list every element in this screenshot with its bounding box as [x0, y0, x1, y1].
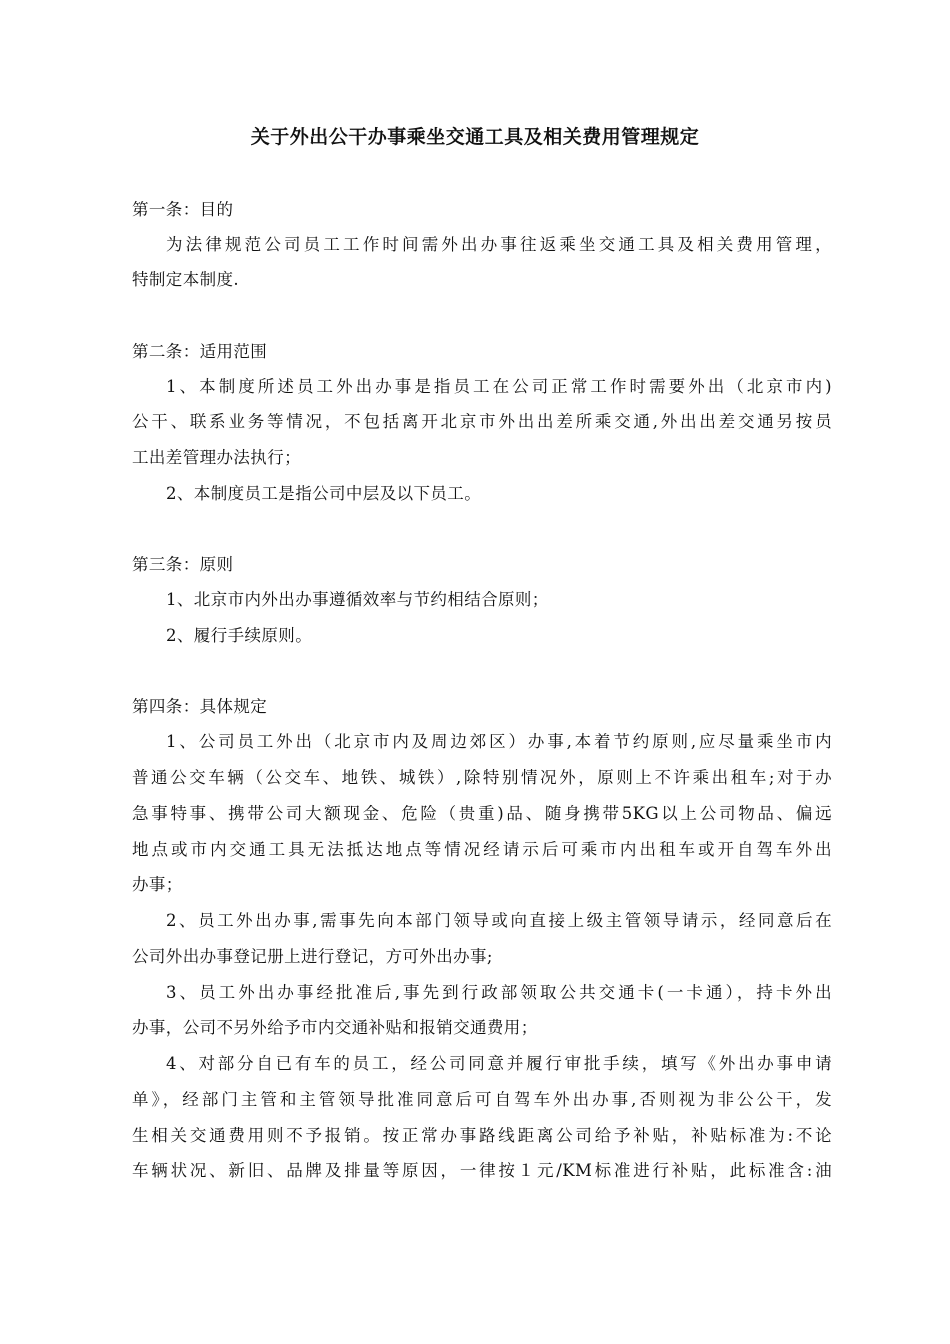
paragraph-line: 办事，公司不另外给予市内交通补贴和报销交通费用； [132, 1018, 538, 1037]
section-1-heading: 第一条：目的 [132, 200, 234, 219]
paragraph-line: 急事特事、携带公司大额现金、危险（贵重)品、随身携带5KG以上公司物品、偏远 [132, 804, 832, 823]
paragraph-line: 普通公交车辆（公交车、地铁、城铁）,除特别情况外，原则上不许乘出租车;对于办 [132, 768, 832, 787]
paragraph-line: 办事； [132, 875, 183, 894]
paragraph-line: 公司外出办事登记册上进行登记，方可外出办事; [132, 947, 493, 966]
paragraph-line: 1、本制度所述员工外出办事是指员工在公司正常工作时需要外出（北京市内) [166, 377, 832, 396]
paragraph-line: 特制定本制度. [132, 270, 240, 289]
paragraph-line: 4、对部分自已有车的员工，经公司同意并履行审批手续，填写《外出办事申请 [166, 1054, 832, 1073]
section-3-heading: 第三条：原则 [132, 555, 234, 574]
paragraph-line: 单》，经部门主管和主管领导批准同意后可自驾车外出办事,否则视为非公公干，发 [132, 1090, 832, 1109]
section-2-heading: 第二条：适用范围 [132, 342, 268, 361]
paragraph-line: 2、履行手续原则。 [166, 626, 313, 645]
paragraph-line: 1、北京市内外出办事遵循效率与节约相结合原则； [166, 590, 549, 609]
paragraph-line: 工出差管理办法执行； [132, 448, 301, 467]
paragraph-line: 2、本制度员工是指公司中层及以下员工。 [166, 484, 482, 503]
paragraph-line: 地点或市内交通工具无法抵达地点等情况经请示后可乘市内出租车或开自驾车外出 [132, 840, 832, 859]
document-title: 关于外出公干办事乘坐交通工具及相关费用管理规定 [250, 126, 700, 148]
paragraph-line: 1、公司员工外出（北京市内及周边郊区）办事,本着节约原则,应尽量乘坐市内 [166, 732, 832, 751]
paragraph-line: 生相关交通费用则不予报销。按正常办事路线距离公司给予补贴，补贴标准为:不论 [132, 1126, 832, 1145]
paragraph-line: 公干、联系业务等情况，不包括离开北京市外出出差所乘交通,外出出差交通另按员 [132, 412, 832, 431]
section-4-heading: 第四条：具体规定 [132, 697, 268, 716]
paragraph-line: 车辆状况、新旧、品牌及排量等原因，一律按１元/KM标准进行补贴，此标准含:油 [132, 1161, 832, 1180]
paragraph-line: 3、员工外出办事经批准后,事先到行政部领取公共交通卡(一卡通），持卡外出 [166, 983, 832, 1002]
paragraph-line: 2、员工外出办事,需事先向本部门领导或向直接上级主管领导请示，经同意后在 [166, 911, 832, 930]
paragraph-line: 为法律规范公司员工工作时间需外出办事往返乘坐交通工具及相关费用管理， [166, 235, 832, 254]
